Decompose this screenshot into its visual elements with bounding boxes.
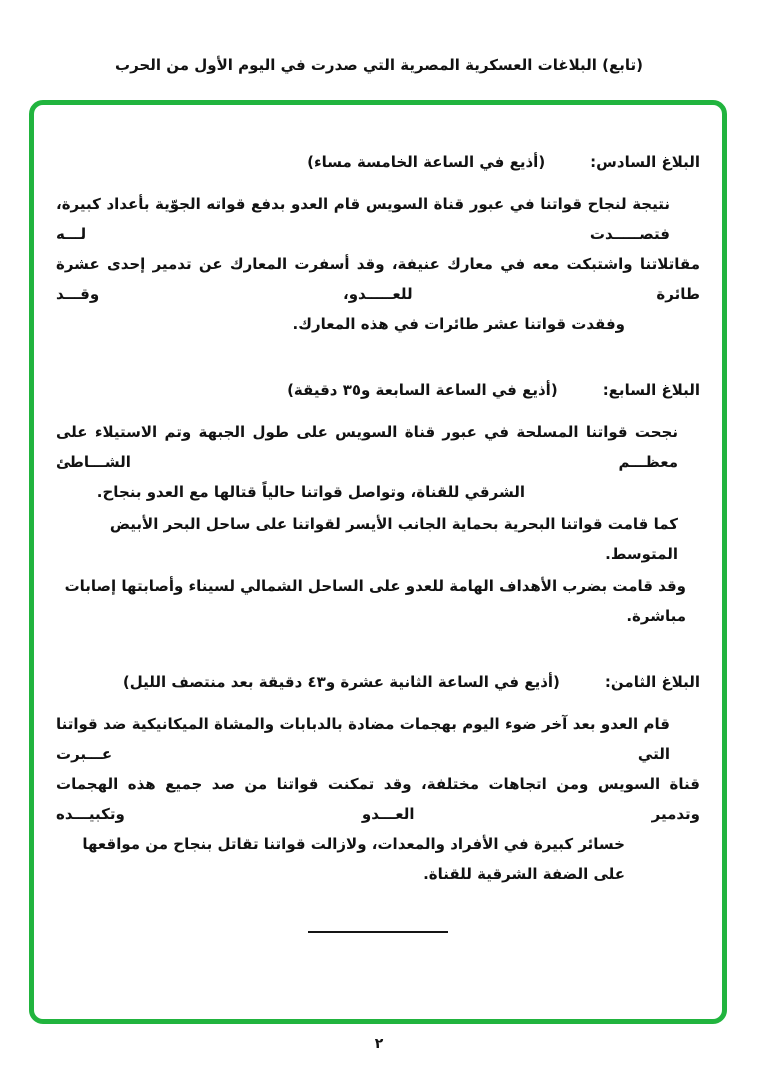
paragraph-line: الشرقي للقناة، وتواصل قواتنا حالياً قتالها مع العدو بنجاح. xyxy=(96,483,525,501)
bulletin-seven-heading xyxy=(56,375,700,405)
bulletin-eight-section xyxy=(56,667,700,889)
paragraph-line: وفقدت قواتنا عشر طائرات في هذه المعارك. xyxy=(292,315,625,333)
bulletin-seven-label: البلاغ السابع: xyxy=(602,381,700,399)
bulletin-eight-time: (أذيع في الساعة الثانية عشرة و٤٣ دقيقة بعد منتصف الليل) xyxy=(122,673,560,691)
bulletin-six-paragraph xyxy=(56,189,700,339)
paragraph-line: قناة السويس ومن اتجاهات مختلفة، وقد تمكنت قواتنا من صد جميع هذه الهجمات وتدمير العـــدو وتكبيـــده xyxy=(56,775,700,823)
paragraph-line: نتيجة لنجاح قواتنا في عبور قناة السويس قام العدو بدفع قواته الجوّية بأعداد كبيرة، فتصـــــدت لـــه xyxy=(56,195,670,243)
paragraph-line: كما قامت قواتنا البحرية بحماية الجانب الأيسر لقواتنا على ساحل البحر الأبيض المتوسط. xyxy=(109,515,678,563)
section-divider xyxy=(308,931,448,933)
page-number: ٢ xyxy=(374,1036,384,1052)
bulletin-six-section xyxy=(56,147,700,339)
bulletin-six-heading xyxy=(56,147,700,177)
bulletin-seven-paragraph-3 xyxy=(56,571,700,631)
bulletin-seven-paragraph-1 xyxy=(56,417,700,507)
paragraph-line: خسائر كبيرة في الأفراد والمعدات، ولازالت قواتنا تقاتل بنجاح من مواقعها على الضفة الشرقية للقناة. xyxy=(82,835,625,883)
bulletin-seven-section xyxy=(56,375,700,631)
page-title: (تابع) البلاغات العسكرية المصرية التي صدرت في اليوم الأول من الحرب xyxy=(115,56,643,74)
paragraph-line: وقد قامت بضرب الأهداف الهامة للعدو على الساحل الشمالي لسيناء وأصابتها إصابات مباشرة. xyxy=(64,577,686,625)
green-border-frame xyxy=(29,100,727,1024)
bulletin-eight-paragraph xyxy=(56,709,700,889)
paragraph-line: نجحت قواتنا المسلحة في عبور قناة السويس على طول الجبهة وتم الاستيلاء على معظـــم الشـــاطئ xyxy=(56,423,678,471)
bulletin-eight-label: البلاغ الثامن: xyxy=(604,673,700,691)
paragraph-line: قام العدو بعد آخر ضوء اليوم بهجمات مضادة بالدبابات والمشاة الميكانيكية ضد قواتنا التي عـــبرت xyxy=(56,715,670,763)
bulletin-eight-heading xyxy=(56,667,700,697)
bulletin-six-label: البلاغ السادس: xyxy=(590,153,700,171)
bulletin-seven-time: (أذيع في الساعة السابعة و٣٥ دقيقة) xyxy=(287,381,558,399)
bulletin-six-time: (أذيع في الساعة الخامسة مساء) xyxy=(307,153,546,171)
paragraph-line: مقاتلاتنا واشتبكت معه في معارك عنيفة، وقد أسفرت المعارك عن تدمير إحدى عشرة طائرة للعـــــدو، وقـــد xyxy=(56,255,700,303)
bulletin-seven-paragraph-2 xyxy=(56,509,700,569)
